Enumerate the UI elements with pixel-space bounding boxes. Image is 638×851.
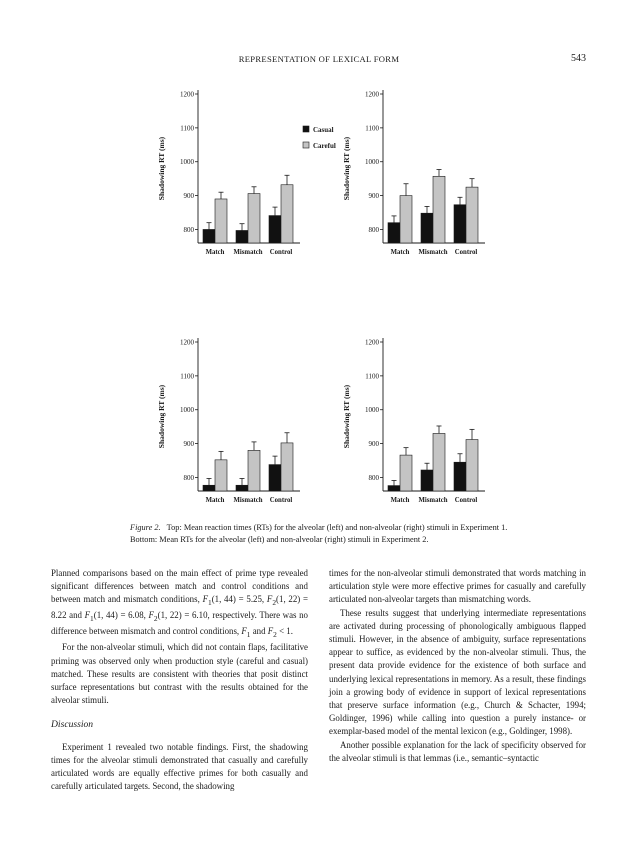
y-tick-label: 1200	[365, 338, 379, 347]
y-tick-label: 1000	[365, 406, 379, 415]
x-tick-label: Match	[205, 497, 225, 504]
stat-symbol: F	[241, 626, 247, 637]
y-tick-label: 900	[183, 192, 194, 201]
subscript: 1	[90, 614, 94, 624]
bar	[281, 443, 293, 491]
bar	[400, 196, 412, 243]
subscript: 1	[207, 598, 212, 608]
bar	[421, 213, 433, 243]
y-tick-label: 1000	[180, 406, 194, 415]
subscript: 2	[272, 598, 277, 608]
text-run: Planned comparisons based on the main effect of prime type revealed significant differences between match and control conditions and between match and mismatch conditions,	[51, 568, 308, 605]
paragraph: These results suggest that underlying intermediate representations are activated during processing of phonologically ambiguous flapped stimuli. However, in the absence of ambiguity, surface representations appear to suffice, as evidenced by the non-alveolar stimuli. Thus, the present data provide evidence for the existence of both surface and underlying lexical representations in memory. As a result, these findings join a growing body of evidence in support of lexical representations that preserve surface information (e.g., Church & Schacter, 1994; Goldinger, 1996) while calling into question a purely instance- or exemplar-based model of the mental lexicon (e.g., Goldinger, 1998).	[329, 607, 586, 737]
text-run: and	[250, 626, 268, 637]
text-run: (1, 22) = 8.22 and	[51, 594, 309, 621]
bar	[433, 176, 445, 243]
x-tick-label: Control	[269, 249, 293, 256]
y-tick-label: 800	[368, 473, 379, 482]
bar	[248, 450, 260, 491]
y-axis-label: Shadowing RT (ms)	[342, 384, 351, 449]
bar	[248, 194, 260, 243]
y-tick-label: 800	[368, 225, 379, 234]
text-run: < 1.	[276, 626, 293, 637]
chart-bottom-right	[335, 328, 495, 518]
bar	[236, 485, 248, 491]
paragraph: For the non-alveolar stimuli, which did not contain flaps, facilitative priming was observed only when production style (careful and casual) matched. These results are consistent with theories that posit distinct surface representations but contrast with the results obtained for the alveolar stimuli.	[51, 642, 308, 706]
bar	[215, 199, 227, 243]
text-run: (1, 22) = 6.10, respectively. There was no difference between mismatch and control conditions,	[51, 610, 308, 637]
x-tick-label: Control	[269, 497, 293, 504]
y-tick-label: 900	[183, 440, 194, 449]
y-tick-label: 1200	[365, 90, 379, 99]
page-number: 543	[571, 53, 586, 64]
paragraph	[51, 567, 308, 641]
chart-bottom-left	[150, 328, 335, 518]
figure-label: Figure 2.	[130, 523, 161, 532]
y-tick-label: 1000	[365, 158, 379, 167]
paragraph: Another possible explanation for the lack of specificity observed for the alveolar stimuli is that lemmas (i.e., semantic–syntactic	[329, 739, 586, 763]
figure-caption	[130, 522, 518, 545]
stat-symbol: F	[148, 610, 154, 621]
paragraph: Experiment 1 revealed two notable findings. First, the shadowing times for the alveolar stimuli demonstrated that casually and carefully articulated words are equally effective primes for both casually and carefully articulated targets. Second, the shadowing	[51, 741, 308, 792]
y-tick-label: 1100	[180, 124, 194, 133]
bar	[466, 187, 478, 243]
x-tick-label: Mismatch	[233, 497, 263, 504]
x-tick-label: Control	[454, 249, 478, 256]
x-tick-label: Control	[454, 497, 478, 504]
paragraph: times for the non-alveolar stimuli demonstrated that words matching in articulation style were more effective primes for casually and carefully articulated non-alveolar targets than mismatching words.	[329, 568, 586, 605]
stat-symbol: F	[84, 610, 91, 621]
y-tick-label: 1200	[180, 338, 194, 347]
chart-top-left	[150, 80, 335, 270]
y-axis-label: Shadowing RT (ms)	[342, 136, 351, 201]
text-run: (1, 44) = 5.25,	[211, 594, 267, 605]
legend-label: Casual	[313, 126, 334, 134]
bar	[203, 485, 215, 491]
figure-caption-text: Top: Mean reaction times (RTs) for the alveolar (left) and non-alveolar (right) stimuli in Experiment 1. Bottom: Mean RTs for the alveolar (left) and non-alveolar (right) stimuli in Experiment 2.	[130, 523, 508, 544]
section-heading: Discussion	[51, 719, 94, 731]
legend-label: Careful	[313, 142, 336, 150]
bar	[400, 455, 412, 491]
bar	[454, 205, 466, 243]
stat-symbol: F	[202, 594, 208, 605]
bar	[388, 223, 400, 243]
bar	[466, 440, 478, 491]
stat-symbol: F	[266, 594, 273, 605]
y-tick-label: 900	[368, 440, 379, 449]
left-column	[51, 567, 308, 793]
y-tick-label: 1100	[365, 124, 379, 133]
x-tick-label: Match	[390, 249, 410, 256]
bar	[203, 229, 215, 243]
bar	[215, 460, 227, 491]
bar	[281, 185, 293, 243]
bar	[269, 216, 281, 243]
bar	[388, 486, 400, 491]
text-run: (1, 44) = 6.08,	[93, 610, 149, 621]
subscript: 2	[273, 630, 277, 640]
y-tick-label: 800	[183, 225, 194, 234]
x-tick-label: Mismatch	[418, 497, 448, 504]
y-tick-label: 1100	[365, 372, 379, 381]
x-tick-label: Match	[390, 497, 410, 504]
y-tick-label: 900	[368, 192, 379, 201]
bar	[421, 470, 433, 491]
subscript: 1	[246, 630, 251, 640]
bar	[454, 462, 466, 491]
y-tick-label: 800	[183, 473, 194, 482]
x-tick-label: Mismatch	[233, 249, 263, 256]
running-head-title: REPRESENTATION OF LEXICAL FORM	[238, 54, 400, 64]
bar	[236, 230, 248, 243]
subscript: 2	[153, 614, 158, 624]
legend-swatch	[303, 142, 309, 148]
bar	[269, 465, 281, 491]
y-tick-label: 1000	[180, 158, 194, 167]
x-tick-label: Match	[205, 249, 225, 256]
x-tick-label: Mismatch	[418, 249, 448, 256]
legend-swatch	[303, 126, 309, 132]
y-axis-label: Shadowing RT (ms)	[157, 384, 166, 449]
y-tick-label: 1200	[180, 90, 194, 99]
bar	[433, 433, 445, 491]
y-tick-label: 1100	[180, 372, 194, 381]
stat-symbol: F	[267, 626, 274, 637]
y-axis-label: Shadowing RT (ms)	[157, 136, 166, 201]
running-head	[0, 54, 638, 68]
right-column	[329, 567, 586, 765]
chart-top-right	[335, 80, 495, 270]
